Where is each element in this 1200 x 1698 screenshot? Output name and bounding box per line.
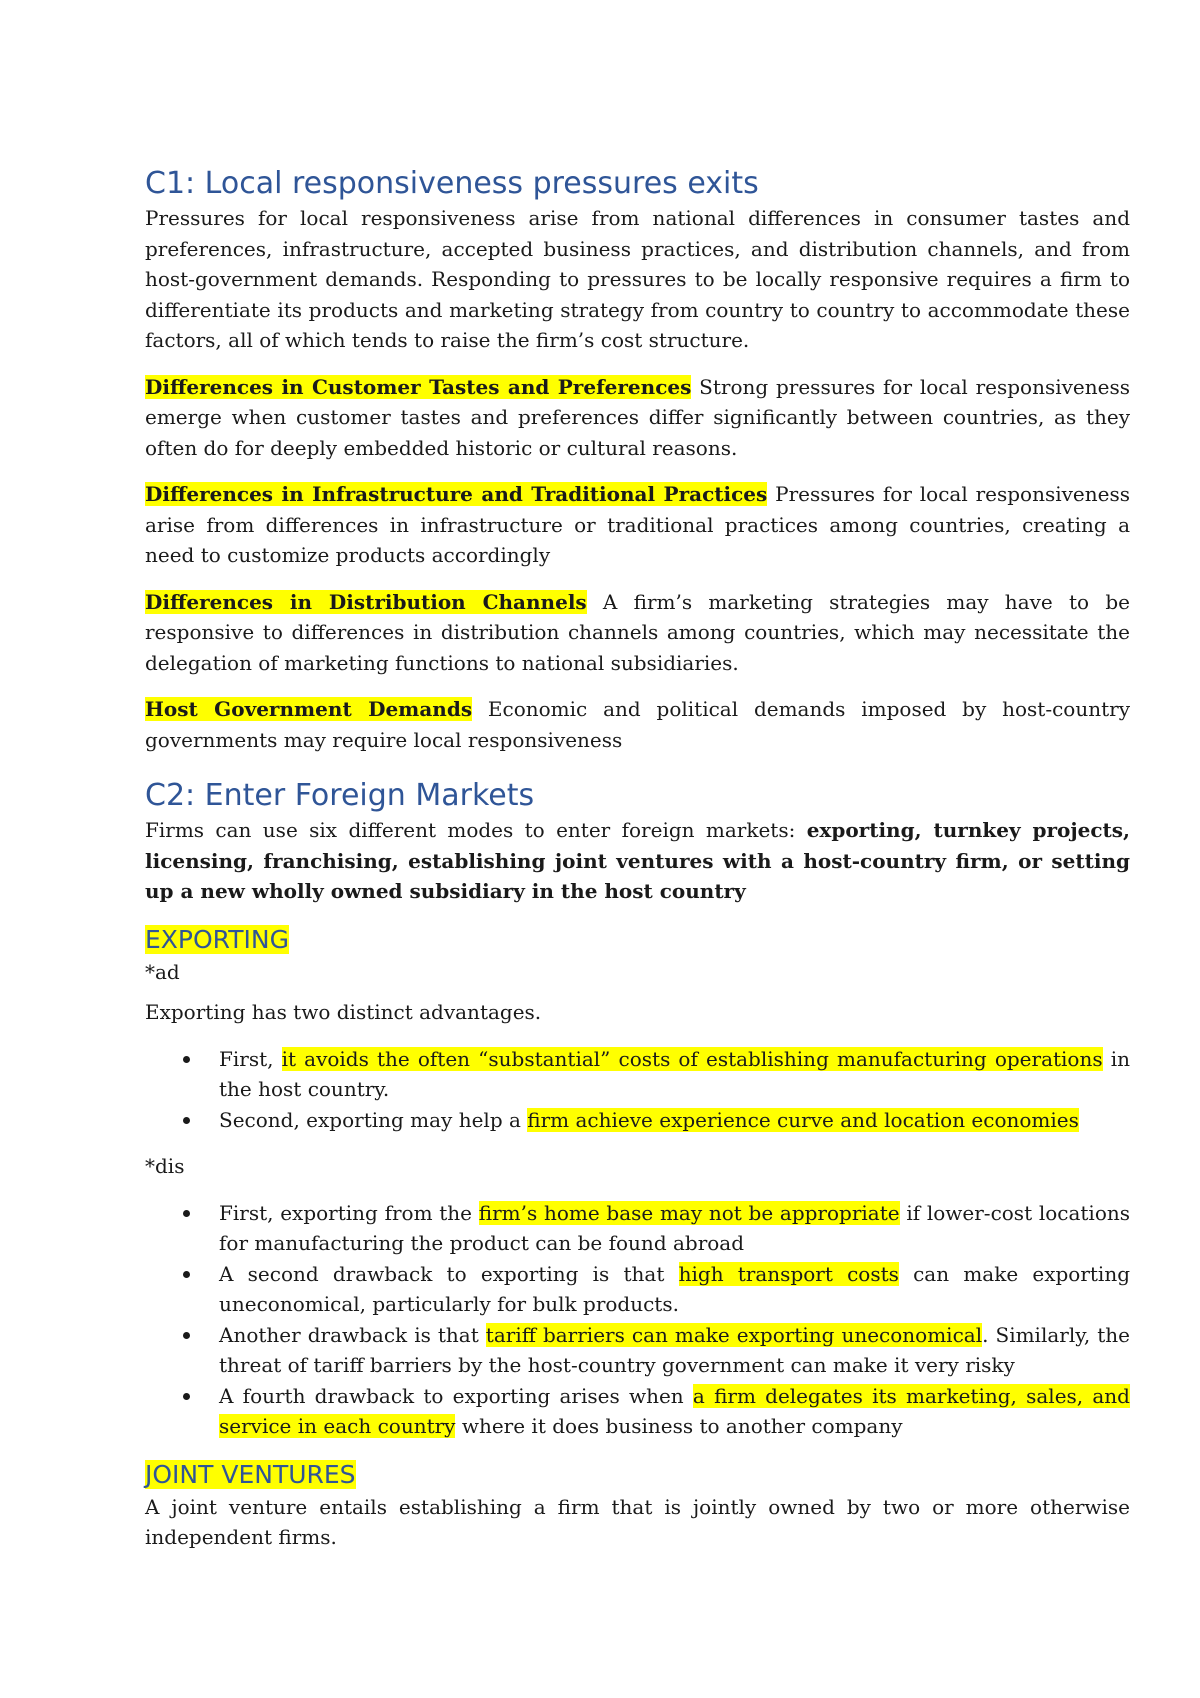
- list-item: [145, 1259, 1130, 1320]
- item-text: First, exporting from the: [219, 1200, 479, 1225]
- advantages-label: *ad: [145, 959, 180, 984]
- c1-heading: C1: Local responsiveness pressures exits: [145, 166, 759, 201]
- term-description: Pressures for local responsiveness arise from differences in infrastructure or traditional practices among countries, creating a need to customize products accordingly: [145, 482, 1130, 567]
- item-text: A fourth drawback to exporting arises when: [219, 1383, 693, 1408]
- item-text: where it does business to another company: [455, 1414, 903, 1438]
- list-item: [145, 1198, 1130, 1259]
- item-highlight: firm’s home base may not be appropriate: [478, 1200, 900, 1225]
- item-highlight: firm achieve experience curve and location economies: [527, 1107, 1079, 1132]
- list-item: [145, 1320, 1130, 1381]
- item-text: First,: [219, 1046, 282, 1071]
- item-text: Second, exporting may help a: [219, 1107, 528, 1132]
- c1-item-government: [145, 694, 1130, 755]
- term-highlight: Differences in Customer Tastes and Preferences: [145, 374, 692, 399]
- item-highlight: high transport costs: [678, 1261, 899, 1286]
- c2-intro-text: Firms can use six different modes to enter foreign markets:: [145, 818, 807, 842]
- term-description: Strong pressures for local responsiveness emerge when customer tastes and preferences differ significantly between countries, as they often do for deeply embedded historic or cultural reasons.: [145, 374, 1130, 460]
- disadvantages-list: [145, 1198, 1130, 1442]
- item-text: if lower-cost locations for manufacturing the product can be found abroad: [219, 1200, 1131, 1255]
- list-item: [145, 1044, 1130, 1105]
- term-highlight: Differences in Infrastructure and Traditional Practices: [145, 482, 768, 506]
- c1-intro: Pressures for local responsiveness arise from national differences in consumer tastes and preferences, infrastructure, accepted business practices, and distribution channels, and from host-government demands. Responding to pressures to be locally responsive requires a firm to differentiate its products and marketing strategy from country to country to accommodate these factors, all of which tends to raise the firm’s cost structure.: [145, 206, 1130, 352]
- term-description: A firm’s marketing strategies may have to be responsive to differences in distribution channels among countries, which may necessitate the delegation of marketing functions to national subsidiaries.: [145, 589, 1130, 675]
- term-highlight: Host Government Demands: [145, 697, 473, 721]
- c2-heading: C2: Enter Foreign Markets: [145, 778, 535, 813]
- term-highlight: Differences in Distribution Channels: [145, 589, 587, 614]
- disadvantages-label: *dis: [145, 1154, 185, 1178]
- c2-intro: [145, 815, 1130, 907]
- c1-item-distribution: [145, 587, 1130, 679]
- c1-item-infrastructure: [145, 479, 1130, 571]
- joint-ventures-heading: [145, 1458, 1130, 1492]
- document-page: [145, 165, 1130, 1569]
- list-item: [145, 1381, 1130, 1442]
- c2-modes-list: exporting, turnkey projects, licensing, franchising, establishing joint ventures with a host-country firm, or setting up a new wholly owned subsidiary in the host country: [145, 818, 1130, 903]
- item-text: in the host country.: [219, 1046, 1130, 1101]
- exporting-heading-text: EXPORTING: [145, 924, 289, 954]
- term-description: Economic and political demands imposed by host-country governments may require local responsiveness: [145, 697, 1130, 752]
- item-highlight: a firm delegates its marketing, sales, and service in each country: [219, 1383, 1130, 1438]
- joint-ventures-heading-text: JOINT VENTURES: [145, 1459, 356, 1489]
- item-text: can make exporting uneconomical, particularly for bulk products.: [219, 1261, 1131, 1316]
- advantages-intro: Exporting has two distinct advantages.: [145, 1000, 542, 1024]
- item-highlight: tariff barriers can make exporting uneconomical: [485, 1322, 983, 1347]
- item-highlight: it avoids the often “substantial” costs of establishing manufacturing operations: [281, 1046, 1103, 1071]
- c1-item-tastes: [145, 372, 1130, 464]
- item-text: A second drawback to exporting is that: [219, 1261, 679, 1286]
- list-item: [145, 1105, 1130, 1136]
- item-text: . Similarly, the threat of tariff barriers by the host-country government can make it very risky: [219, 1322, 1131, 1377]
- joint-ventures-text: A joint venture entails establishing a firm that is jointly owned by two or more otherwise independent firms.: [145, 1494, 1130, 1549]
- advantages-list: [145, 1044, 1130, 1136]
- item-text: Another drawback is that: [219, 1322, 486, 1347]
- exporting-heading: [145, 923, 1130, 957]
